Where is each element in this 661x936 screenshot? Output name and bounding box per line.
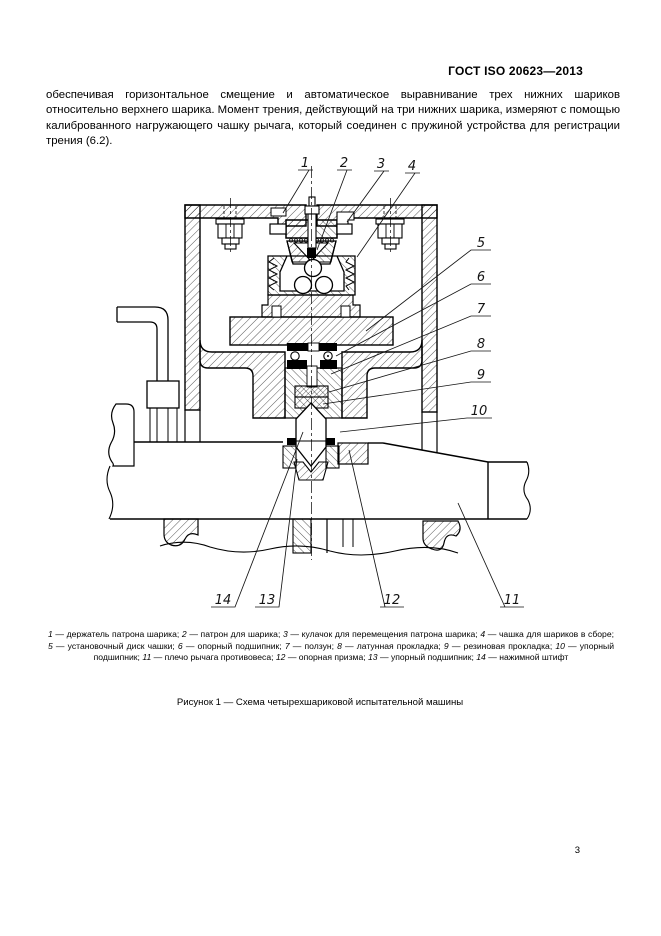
callout-1: 1 [300, 156, 310, 171]
callout-12: 12 [383, 593, 401, 608]
callout-9: 9 [476, 368, 486, 383]
lever-pin-hole-edge-right [326, 438, 335, 445]
callout-11: 11 [503, 593, 521, 608]
body-paragraph: обеспечивая горизонтальное смещение и автоматическое выравнивание трех нижних шариков относительно верхнего шарика. Момент трения, действующий на три нижних шарика, измеряют с помощью калиброванного нагружающего чашку рычага, который соединен с пружиной устройства для регистрации трения (6.2). [46, 89, 620, 148]
callout-10: 10 [470, 404, 488, 419]
callout-14: 14 [214, 593, 232, 608]
base-structure [160, 519, 460, 555]
callout-4: 4 [407, 159, 417, 174]
support-bearing-stack [287, 343, 337, 369]
lever-pin-hole-edge-left [287, 438, 296, 445]
clamp-tab-left [272, 306, 281, 317]
callout-8: 8 [476, 337, 486, 352]
callout-6: 6 [476, 270, 486, 285]
standard-number-header: ГОСТ ISO 20623—2013 [448, 64, 583, 78]
callout-3: 3 [376, 157, 386, 172]
support-prism [338, 443, 368, 464]
clamp-tab-right [341, 306, 350, 317]
counterweight-arm-break [109, 404, 134, 466]
callout-5: 5 [476, 236, 486, 251]
figure-caption: Рисунок 1 — Схема четырехшариковой испытательной машины [176, 697, 464, 708]
page-number: 3 [574, 845, 580, 856]
callout-7: 7 [476, 302, 486, 317]
callout-13: 13 [258, 593, 276, 608]
callout-2: 2 [339, 156, 349, 171]
figure-legend: 1 — держатель патрона шарика; 2 — патрон для шарика; 3 — кулачок для перемещения патрона шарика; 4 — чашка для шариков в сборе; 5 — установочный диск чашки; 6 — опорный подшипник; 7 — ползун; 8 — латунная прокладка; 9 — резиновая прокладка; 10 — упорный подшипник; 11 — плечо рычага противовеса; 12 — опорная призма; 13 — упорный подшипник; 14 — нажимной штифт [48, 629, 614, 662]
